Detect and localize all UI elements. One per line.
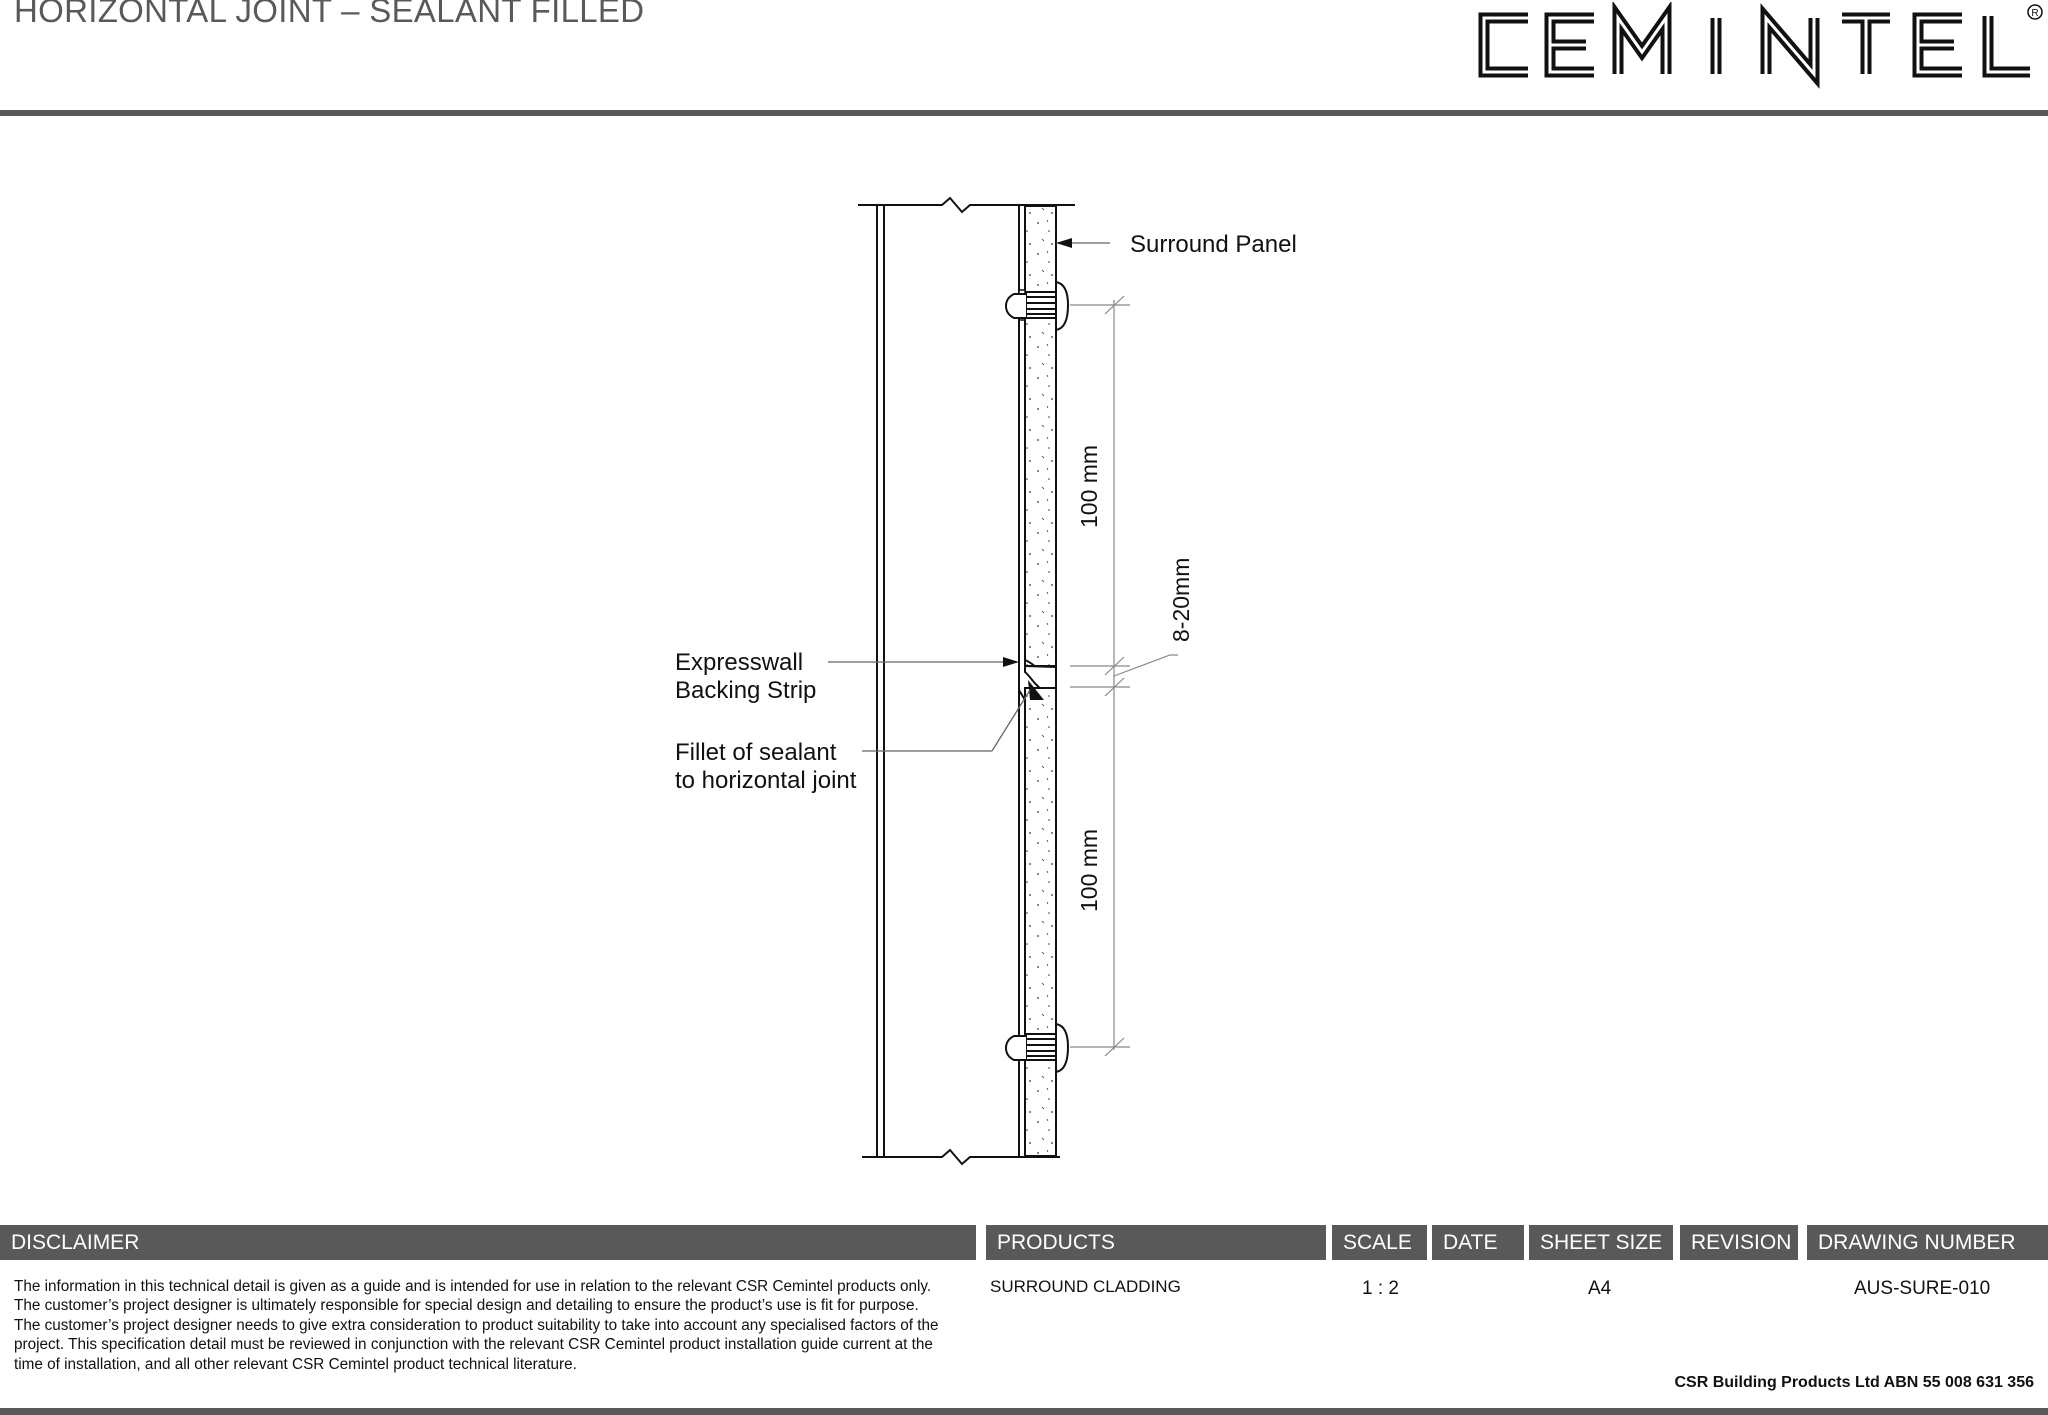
dimension-upper-100mm: 100 mm: [1076, 444, 1102, 528]
label-sealant-line2: to horizontal joint: [675, 767, 857, 794]
label-backing-strip-line2: Backing Strip: [675, 677, 817, 704]
header-scale: SCALE: [1332, 1225, 1427, 1260]
svg-text:R: R: [2031, 8, 2039, 19]
footer-rule: [0, 1408, 2048, 1415]
header-disclaimer: DISCLAIMER: [0, 1225, 976, 1260]
label-surround-panel: Surround Panel: [1130, 231, 1297, 258]
company-abn: CSR Building Products Ltd ABN 55 008 631 356: [1674, 1374, 2034, 1391]
value-sheet-size: A4: [1588, 1278, 1612, 1299]
disclaimer-text: The information in this technical detail is given as a guide and is intended for use in relation to the relevant CSR Cemintel products only. The customer’s project designer is ultimately responsible for special design and detailing to ensure the product’s use is fit for purpose. The customer’s project designer needs to give extra consideration to product suitability to take into account any specialised factors of the project. This specification detail must be reviewed in conjunction with the relevant CSR Cemintel product installation guide current at the time of installation, and all other relevant CSR Cemintel product technical literature.: [14, 1278, 939, 1373]
lower-panel: [1025, 688, 1056, 1156]
header-date: DATE: [1432, 1225, 1524, 1260]
dimension-lower-100mm: 100 mm: [1076, 828, 1102, 912]
label-sealant-line1: Fillet of sealant: [675, 739, 837, 766]
value-drawing-number: AUS-SURE-010: [1854, 1278, 1991, 1299]
header-revision: REVISION: [1680, 1225, 1798, 1260]
value-scale: 1 : 2: [1362, 1278, 1399, 1299]
label-backing-strip-line1: Expresswall: [675, 649, 804, 676]
header-sheet-size: SHEET SIZE: [1529, 1225, 1673, 1260]
value-products: SURROUND CLADDING: [990, 1277, 1181, 1296]
dimension-gap: 8-20mm: [1168, 557, 1194, 642]
header-drawing-number: DRAWING NUMBER: [1807, 1225, 2048, 1260]
header-products: PRODUCTS: [986, 1225, 1326, 1260]
page-title: HORIZONTAL JOINT – SEALANT FILLED: [14, 0, 645, 29]
dimension-lines: [1070, 296, 1178, 1056]
